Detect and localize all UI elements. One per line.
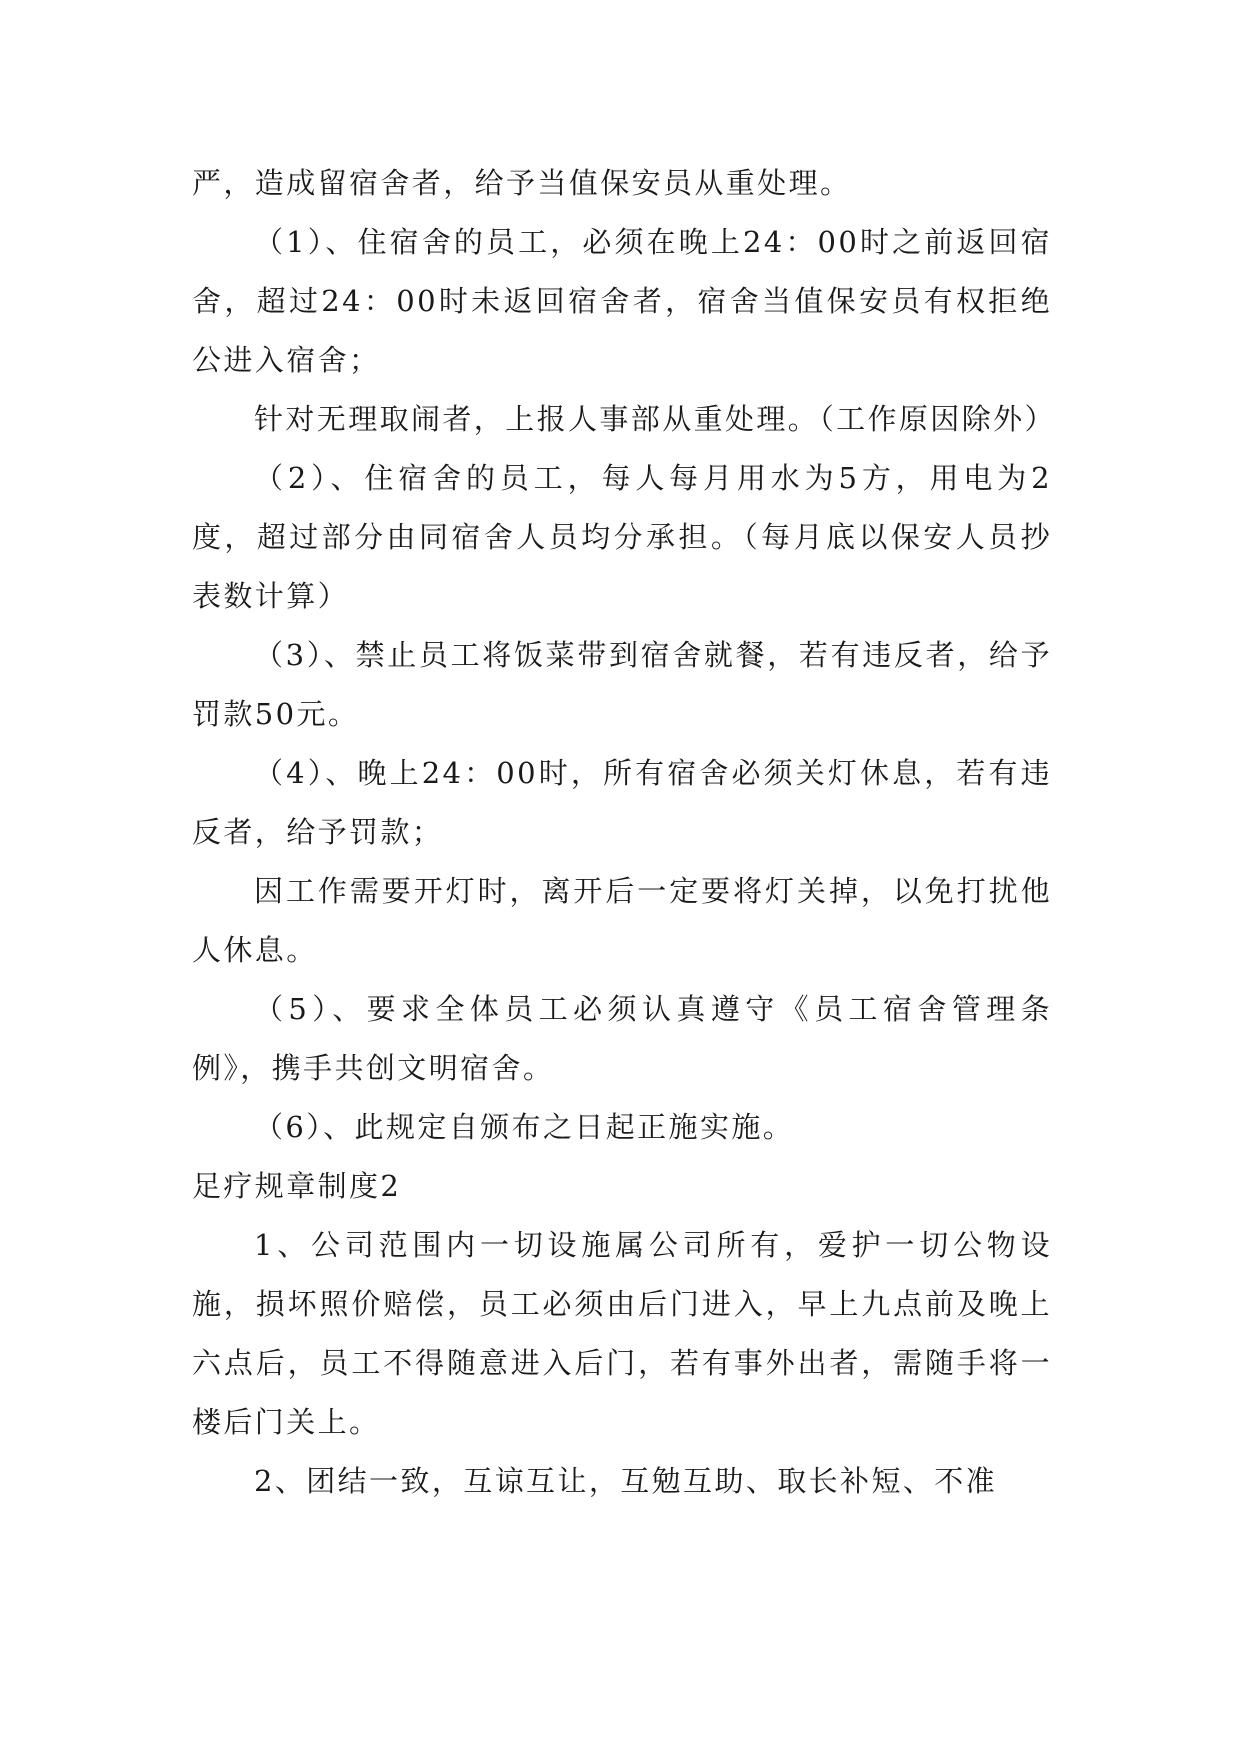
rule-item-3: （3）、禁止员工将饭菜带到宿舍就餐，若有违反者，给予罚款50元。 (192, 638, 1052, 731)
rule-item-5: （5）、要求全体员工必须认真遵守《员工宿舍管理条例》，携手共创文明宿舍。 (192, 992, 1052, 1085)
rule-item-2: （2）、住宿舍的员工，每人每月用水为5方，用电为2度，超过部分由同宿舍人员均分承担。（每月底以保安人员抄表数计算） (192, 461, 1052, 613)
rule-item-4-note: 因工作需要开灯时，离开后一定要将灯关掉，以免打扰他人休息。 (192, 874, 1052, 967)
paragraph-continuation: 严，造成留宿舍者，给予当值保安员从重处理。 (192, 166, 852, 200)
section-heading: 足疗规章制度2 (192, 1169, 402, 1203)
rule-item-1: （1）、住宿舍的员工，必须在晚上24：00时之前返回宿舍，超过24：00时未返回宿舍者，宿舍当值保安员有权拒绝公进入宿舍； (192, 225, 1052, 377)
rule-item-6: （6）、此规定自颁布之日起正施实施。 (254, 1110, 795, 1144)
document-body (192, 154, 1056, 1511)
regulation-item-1: 1、公司范围内一切设施属公司所有，爱护一切公物设施，损坏照价赔偿，员工必须由后门进入，早上九点前及晚上六点后，员工不得随意进入后门，若有事外出者，需随手将一楼后门关上。 (192, 1228, 1052, 1439)
rule-item-4: （4）、晚上24：00时，所有宿舍必须关灯休息，若有违反者，给予罚款； (192, 756, 1052, 849)
rule-item-1-note: 针对无理取闹者，上报人事部从重处理。（工作原因除外） (254, 402, 1056, 436)
regulation-item-2: 2、团结一致，互谅互让，互勉互助、取长补短、不准 (254, 1464, 998, 1498)
